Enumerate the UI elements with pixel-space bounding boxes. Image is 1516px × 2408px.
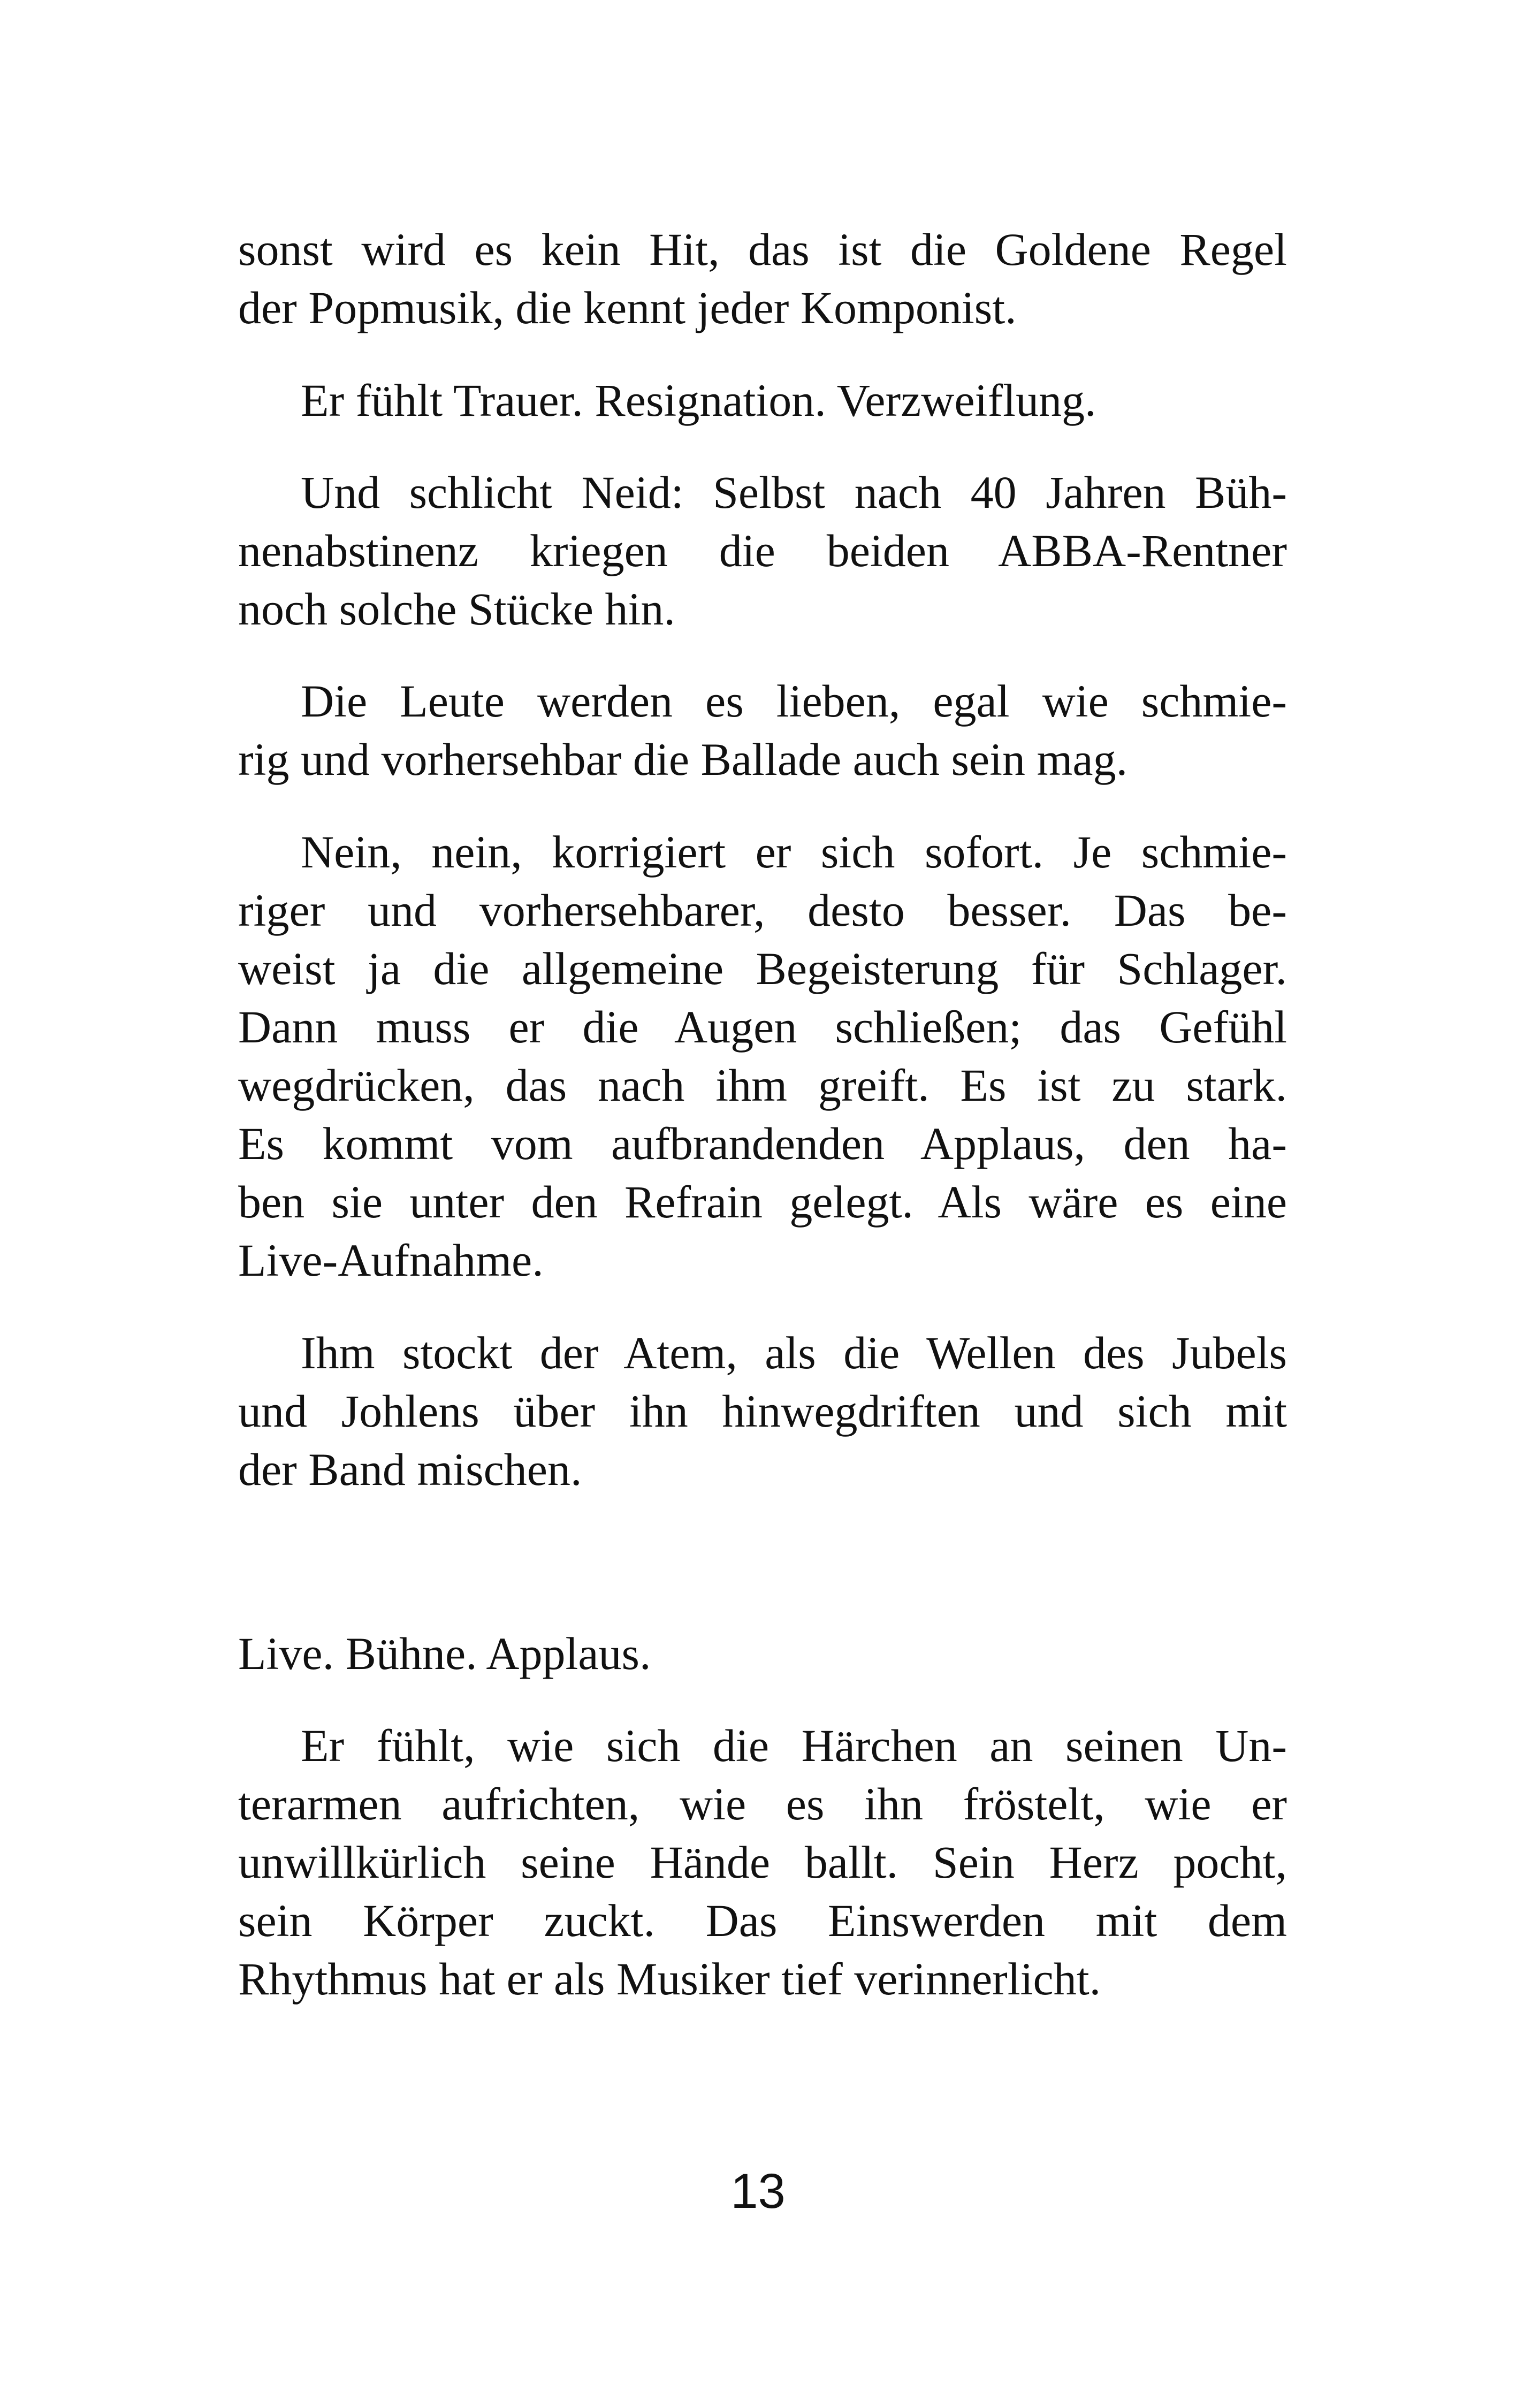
- paragraph-5: [238, 823, 1287, 1290]
- text-line: wegdrücken, das nach ihm greift. Es ist zu stark.: [238, 1060, 1287, 1111]
- text-line: und Johlens über ihn hinwegdriften und sich mit: [238, 1385, 1287, 1437]
- text-line: der Band mischen.: [238, 1444, 582, 1495]
- section-opening: [238, 1625, 1287, 1683]
- text-line: der Popmusik, die kennt jeder Komponist.: [238, 282, 1017, 333]
- text-line: nenabstinenz kriegen die beiden ABBA-Rentner: [238, 525, 1287, 576]
- text-line: Es kommt vom aufbrandenden Applaus, den ha-: [238, 1118, 1287, 1169]
- paragraph-4: [238, 672, 1287, 789]
- page-number: 13: [730, 2164, 786, 2219]
- text-line: Er fühlt Trauer. Resignation. Verzweiflung.: [301, 375, 1096, 426]
- text-line: terarmen aufrichten, wie es ihn fröstelt, wie er: [238, 1778, 1287, 1830]
- text-line: Und schlicht Neid: Selbst nach 40 Jahren Büh-: [301, 467, 1287, 518]
- text-line: Live-Aufnahme.: [238, 1235, 544, 1286]
- text-line: sein Körper zuckt. Das Einswerden mit dem: [238, 1895, 1287, 1946]
- text-line: weist ja die allgemeine Begeisterung für Schlager.: [238, 943, 1287, 994]
- text-line: Ihm stockt der Atem, als die Wellen des Jubels: [301, 1327, 1287, 1378]
- text-line: Er fühlt, wie sich die Härchen an seinen Un-: [301, 1720, 1287, 1771]
- paragraph-8: [238, 1717, 1287, 2008]
- text-line: riger und vorhersehbarer, desto besser. Das be-: [238, 885, 1287, 936]
- paragraph-1: [238, 220, 1287, 337]
- paragraph-3: [238, 463, 1287, 638]
- text-line: Live. Bühne. Applaus.: [238, 1628, 651, 1679]
- paragraph-2: [238, 371, 1287, 430]
- text-line: Rhythmus hat er als Musiker tief verinnerlicht.: [238, 1953, 1101, 2005]
- text-line: Dann muss er die Augen schließen; das Gefühl: [238, 1001, 1287, 1053]
- text-line: rig und vorhersehbar die Ballade auch sein mag.: [238, 734, 1128, 785]
- text-line: sonst wird es kein Hit, das ist die Goldene Regel: [238, 224, 1287, 275]
- text-line: noch solche Stücke hin.: [238, 583, 675, 635]
- text-line: Die Leute werden es lieben, egal wie schmie-: [301, 675, 1287, 727]
- paragraph-6: [238, 1324, 1287, 1499]
- text-line: unwillkürlich seine Hände ballt. Sein Herz pocht,: [238, 1837, 1287, 1888]
- text-line: Nein, nein, korrigiert er sich sofort. Je schmie-: [301, 826, 1287, 878]
- text-line: ben sie unter den Refrain gelegt. Als wäre es eine: [238, 1176, 1287, 1228]
